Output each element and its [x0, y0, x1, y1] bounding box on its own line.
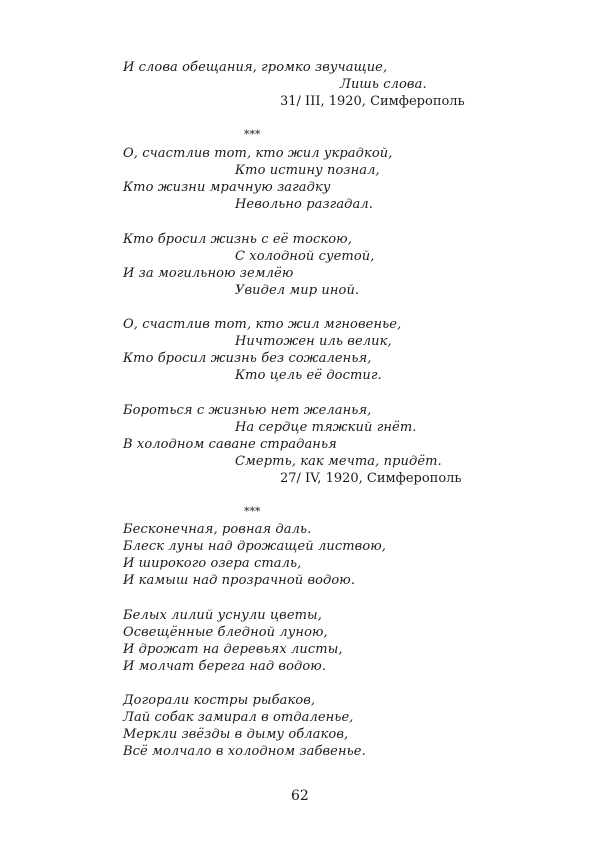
poem-line: Кто бросил жизнь с её тоскою,: [123, 232, 352, 247]
poem-line: Кто цель её достиг.: [235, 368, 382, 383]
poem-line: Догорали костры рыбаков,: [123, 693, 316, 708]
poem-line: Невольно разгадал.: [235, 197, 373, 212]
poem-line: И камыш над прозрачной водою.: [123, 573, 356, 588]
section-separator: ***: [244, 128, 261, 141]
poem-line: Кто жизни мрачную загадку: [123, 180, 331, 195]
poem-line: Бесконечная, ровная даль.: [123, 522, 312, 537]
poem-line: И за могильною землёю: [123, 266, 294, 281]
dateline: 31/ III, 1920, Симферополь: [280, 94, 465, 109]
page-number: 62: [291, 788, 309, 804]
poem-line: Белых лилий уснули цветы,: [123, 608, 322, 623]
poem-line: Кто истину познал,: [235, 163, 380, 178]
poem-line: Кто бросил жизнь без сожаленья,: [123, 351, 372, 366]
poem-line: И дрожат на деревьях листы,: [123, 642, 343, 657]
poem-line: И широкого озера сталь,: [123, 556, 302, 571]
section-separator: ***: [244, 505, 261, 518]
poem-line: Бороться с жизнью нет желанья,: [123, 403, 372, 418]
poem-line: На сердце тяжкий гнёт.: [235, 420, 417, 435]
poem-line: В холодном саване страданья: [123, 437, 337, 452]
poem-line: О, счастлив тот, кто жил украдкой,: [123, 146, 393, 161]
poem-line: Лишь слова.: [340, 77, 427, 92]
poem-line: Меркли звёзды в дыму облаков,: [123, 727, 349, 742]
poem-line: И молчат берега над водою.: [123, 659, 327, 674]
poem-line: О, счастлив тот, кто жил мгновенье,: [123, 317, 402, 332]
poem-line: Освещённые бледной луною,: [123, 625, 328, 640]
poem-line: Смерть, как мечта, придёт.: [235, 454, 442, 469]
poem-line: Блеск луны над дрожащей листвою,: [123, 539, 387, 554]
dateline: 27/ IV, 1920, Симферополь: [280, 471, 462, 486]
poem-line: И слова обещания, громко звучащие,: [123, 60, 388, 75]
poem-line: Ничтожен иль велик,: [235, 334, 392, 349]
poem-line: С холодной суетой,: [235, 249, 375, 264]
poem-line: Увидел мир иной.: [235, 283, 360, 298]
poem-line: Всё молчало в холодном забвенье.: [123, 744, 366, 759]
poem-line: Лай собак замирал в отдаленье,: [123, 710, 354, 725]
